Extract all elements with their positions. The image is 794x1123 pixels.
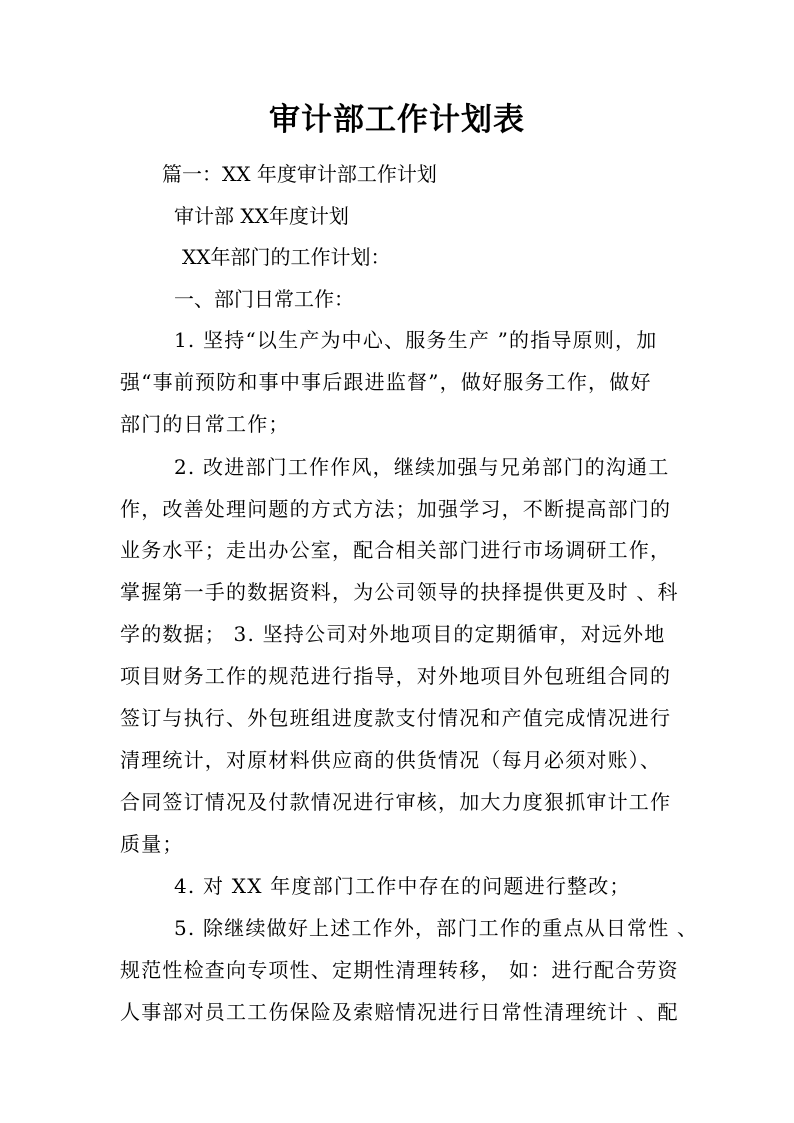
paragraph-line: 部门的日常工作； — [120, 412, 290, 436]
paragraph-line: 规范性检查向专项性、定期性清理转移， 如：进行配合劳资 — [120, 958, 679, 982]
paragraph-line: 作，改善处理问题的方式方法；加强学习，不断提高部门的 — [120, 497, 672, 521]
paragraph-line: 学的数据； 3. 坚持公司对外地项目的定期循审，对远外地 — [120, 622, 666, 646]
paragraph-line: 人事部对员工工伤保险及索赔情况进行日常性清理统计 、配 — [120, 1000, 679, 1024]
paragraph-line: 掌握第一手的数据资料，为公司领导的抉择提供更及时 、科 — [120, 580, 679, 604]
paragraph-line: 5. 除继续做好上述工作外，部门工作的重点从日常性 、 — [174, 916, 699, 940]
part-heading: 一、部门日常工作： — [174, 287, 354, 311]
plan-subtitle: 审计部 XX年度计划 — [174, 204, 349, 228]
paragraph-line: 强“事前预防和事中事后跟进监督”，做好服务工作，做好 — [120, 370, 652, 394]
plan-intro: XX年部门的工作计划： — [182, 245, 391, 269]
paragraph-line: 合同签订情况及付款情况进行审核，加大力度狠抓审计工作 — [120, 790, 672, 814]
paragraph-line: 签订与执行、外包班组进度款支付情况和产值完成情况进行 — [120, 706, 672, 730]
paragraph-line: 2. 改进部门工作作风，继续加强与兄弟部门的沟通工 — [174, 455, 670, 479]
paragraph-line: 清理统计，对原材料供应商的供货情况（每月必须对账）、 — [120, 748, 662, 772]
section-heading: 篇一：XX 年度审计部工作计划 — [162, 162, 437, 186]
paragraph-line: 1. 坚持“以生产为中心、服务生产 ”的指导原则，加 — [174, 328, 658, 352]
paragraph-line: 项目财务工作的规范进行指导，对外地项目外包班组合同的 — [120, 664, 672, 688]
paragraph-line: 业务水平；走出办公室，配合相关部门进行市场调研工作， — [120, 538, 672, 562]
document-title: 审计部工作计划表 — [269, 102, 525, 138]
paragraph-line: 4. 对 XX 年度部门工作中存在的问题进行整改； — [174, 874, 631, 898]
paragraph-line: 质量； — [120, 832, 184, 856]
